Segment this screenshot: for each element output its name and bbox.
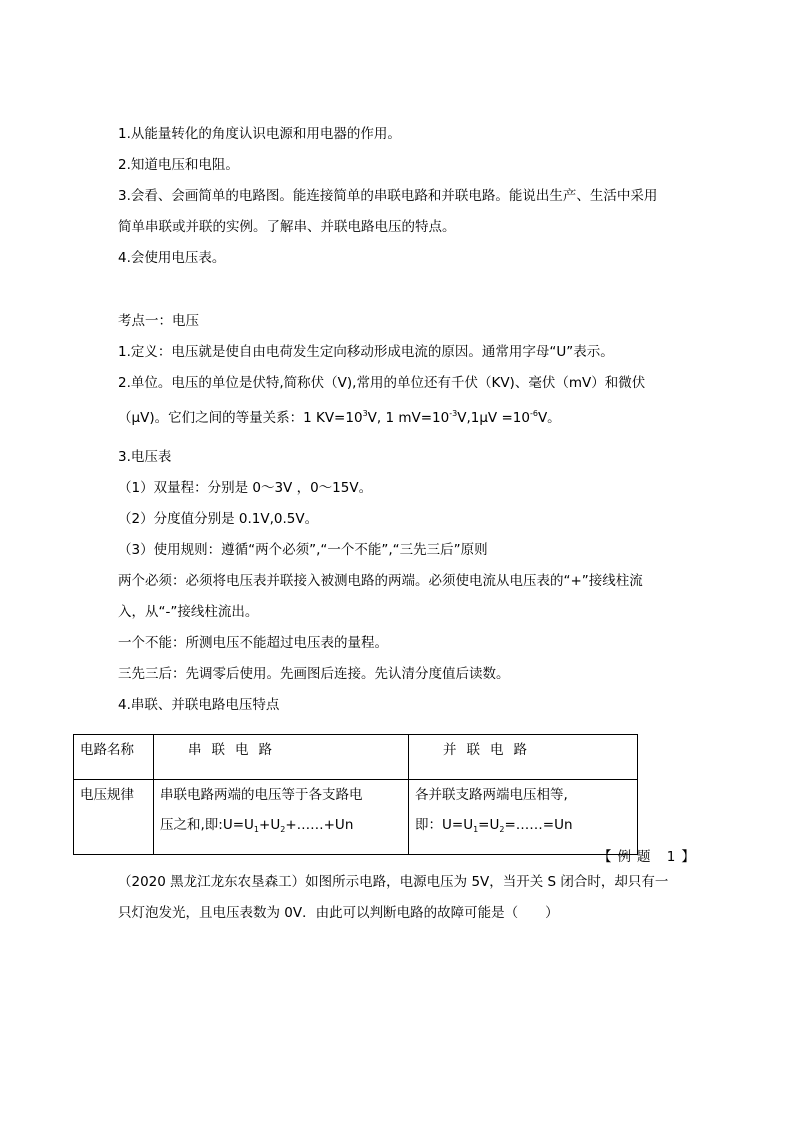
meter-rules: （3）使用规则：遵循“两个必须”,“一个不能”,“三先三后”原则	[118, 542, 488, 558]
series-sub-1: 1	[253, 825, 260, 834]
unit-text-b: V, 1 mV=10	[367, 410, 450, 426]
example-tag: 【例题 1】	[598, 849, 701, 865]
parallel-sub-2: 2	[499, 825, 505, 834]
header-circuit-name: 电路名称	[74, 735, 154, 780]
two-musts-2: 入，从“-”接线柱流出。	[118, 604, 259, 620]
parallel-line-1: 各并联支路两端电压相等,	[415, 787, 568, 803]
table-row	[74, 780, 638, 855]
series-part-c: +……+Un	[285, 817, 354, 833]
series-rule	[154, 780, 409, 855]
series-line-1: 串联电路两端的电压等于各支路电	[160, 787, 363, 803]
objective-2: 2.知道电压和电阻。	[118, 157, 239, 173]
section-title: 考点一：电压	[118, 313, 199, 329]
exp-1: 3	[362, 409, 368, 418]
voltage-table	[73, 734, 638, 855]
parallel-part-b: =U	[478, 817, 500, 833]
objective-3-cont: 简单串联或并联的实例。了解串、并联电路电压的特点。	[118, 219, 456, 235]
series-sub-2: 2	[280, 825, 286, 834]
parallel-line-2	[415, 810, 631, 840]
objective-3: 3.会看、会画简单的电路图。能连接简单的串联电路和并联电路。能说出生产、生活中采用	[118, 188, 658, 204]
header-parallel: 并联电路	[409, 735, 638, 780]
parallel-part-c: =……=Un	[504, 817, 573, 833]
example-question-1: （2020 黑龙江龙东农垦森工）如图所示电路，电源电压为 5V，当开关 S 闭合时，却只有一	[118, 874, 669, 890]
parallel-sub-1: 1	[473, 825, 479, 834]
exp-3: -6	[529, 409, 538, 418]
objective-4: 4.会使用电压表。	[118, 250, 226, 266]
series-part-b: +U	[259, 817, 281, 833]
example-question-2: 只灯泡发光，且电压表数为 0V．由此可以判断电路的故障可能是（ ）	[118, 905, 559, 921]
unit-text-d: V。	[537, 410, 561, 426]
meter-range: （1）双量程：分别是 0～3V ，0～15V。	[118, 480, 373, 496]
parallel-part-a: 即：U=U	[415, 817, 474, 833]
parallel-rule	[409, 780, 638, 855]
series-part-a: 压之和,即:U=U	[160, 817, 254, 833]
series-line-2	[160, 810, 402, 840]
definition: 1.定义：电压就是使自由电荷发生定向移动形成电流的原因。通常用字母“U”表示。	[118, 344, 614, 360]
header-series: 串联电路	[154, 735, 409, 780]
unit-text-c: V,1μV =10	[457, 410, 530, 426]
exp-2: -3	[449, 409, 458, 418]
feature-heading: 4.串联、并联电路电压特点	[118, 697, 280, 713]
row-label: 电压规律	[74, 780, 154, 855]
objective-1: 1.从能量转化的角度认识电源和用电器的作用。	[118, 126, 401, 142]
one-cannot: 一个不能：所测电压不能超过电压表的量程。	[118, 635, 388, 651]
unit-text-a: （μV)。它们之间的等量关系：1 KV=10	[118, 410, 363, 426]
three-steps: 三先三后：先调零后使用。先画图后连接。先认清分度值后读数。	[118, 666, 510, 682]
meter-division: （2）分度值分别是 0.1V,0.5V。	[118, 511, 319, 527]
table-header-row	[74, 735, 638, 780]
two-musts-1: 两个必须：必须将电压表并联接入被测电路的两端。必须使电流从电压表的“+”接线柱流	[118, 573, 643, 589]
voltmeter-heading: 3.电压表	[118, 449, 172, 465]
unit-line-1: 2.单位。电压的单位是伏特,简称伏（V),常用的单位还有千伏（KV)、毫伏（mV）和微伏	[118, 375, 646, 391]
unit-line-2	[118, 408, 561, 428]
